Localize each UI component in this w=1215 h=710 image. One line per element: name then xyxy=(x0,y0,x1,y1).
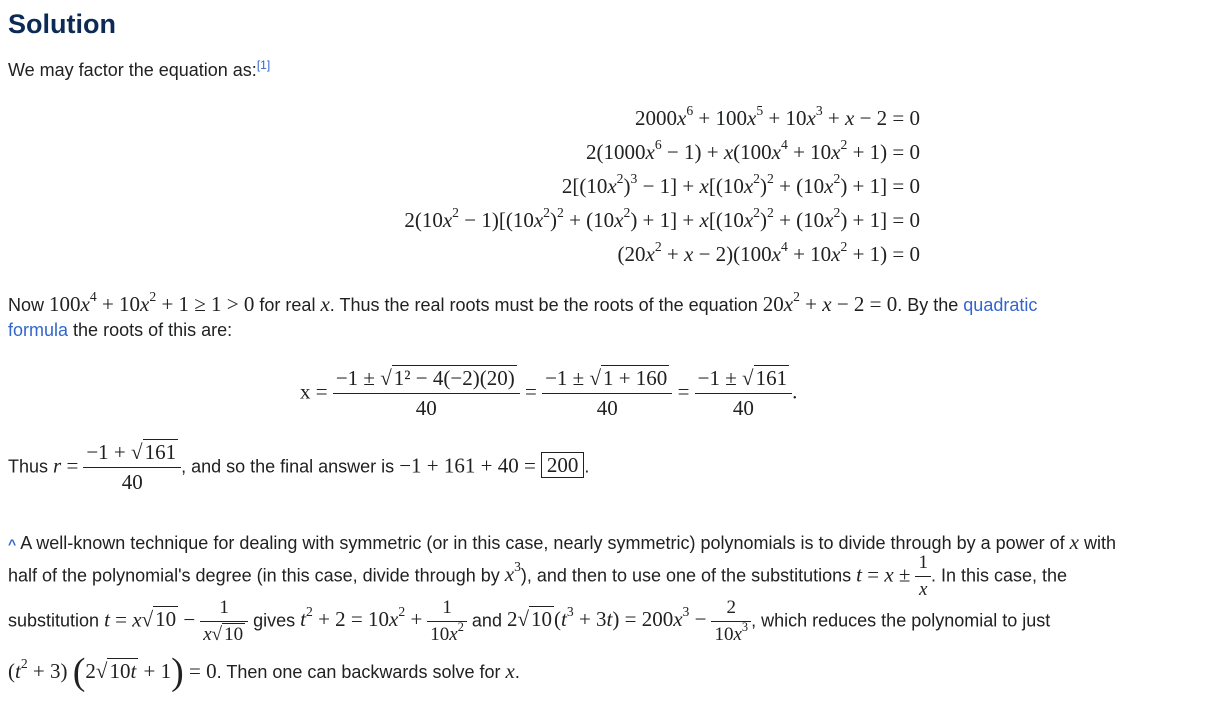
boxed-answer: 200 xyxy=(541,452,585,478)
eq-line-5: $(20x^2 + x - 2)(100x^4 + 10x^2 + 1) = 0$ xyxy=(617,238,920,266)
fraction-sub-3: $\frac{2}{10x^3}$ xyxy=(711,597,751,646)
roots-lhs: x = xyxy=(300,379,328,404)
footnote-line-4: $(t^2 + 3) (2√10t + 1) = 0$. Then one can backwards solve for x. xyxy=(8,651,520,693)
fraction-r: $\frac{-1 + √161}{40}$ xyxy=(83,440,181,495)
text-final-answer: , and so the final answer is xyxy=(181,456,395,477)
footnote-line-3: substitution t = x√10 − $\frac{1}{x√ 10}$ gives $t^2 + 2 = 10x^2$ + $\frac{1}{10x^2}$ and $2√10(t^3 + 3t) = 200x^3$ − $\frac{2}{10x^3}$ , which reduces the polynomial to just xyxy=(8,597,1051,645)
roots-equation: x = $\frac{\text{−1 ± √1² − 4(−2)(20)}}{40}$ = $\frac{-1 \pm √1 + 160}{40}$ = $\frac{-1 \pm √161}{40}$ . xyxy=(300,366,798,420)
paragraph-roots-line2 xyxy=(8,320,232,341)
math-quadratic: $20x^2 + x - 2 = 0$ xyxy=(762,288,898,316)
math-inequality: $100x^4 + 10x^2 + 1 \ge 1 > 0$ xyxy=(49,288,255,316)
intro-text xyxy=(8,57,271,81)
paragraph-answer: Thus r = $\frac{-1 + √161}{40}$ , and so the final answer is −1 + 161 + 40 = 200 . xyxy=(8,440,590,494)
citation-link[interactable]: [1] xyxy=(256,57,271,72)
paragraph-roots xyxy=(8,288,1038,317)
quadratic-formula-link-a[interactable]: quadratic xyxy=(963,295,1038,315)
text-thus: . Thus the real roots must be the roots of the equation xyxy=(329,295,758,315)
math-var-x: x xyxy=(320,292,330,316)
text-by-the: . By the xyxy=(897,295,959,315)
footnote-backlink[interactable]: ^ xyxy=(8,536,17,552)
intro-label: We may factor the equation as: xyxy=(8,60,257,80)
fraction-3: $\frac{-1 \pm √161}{40}$ xyxy=(695,366,792,421)
fraction-one-over-x: $\frac{1}{x}$ xyxy=(915,552,931,601)
section-heading: Solution xyxy=(8,9,116,39)
fraction-sub-1: $\frac{1}{x√ 10}$ xyxy=(200,597,248,646)
text-for-real: for real xyxy=(259,295,316,315)
fraction-1: $\frac{\text{−1 ± √1² − 4(−2)(20)}}{40}$ xyxy=(333,366,520,421)
eq-line-2: $2(1000x^6 - 1) + x(100x^4 + 10x^2 + 1) = 0$ xyxy=(585,136,920,164)
text-now: Now xyxy=(8,295,45,315)
footnote-line-1: ^ A well-known technique for dealing with symmetric (or in this case, nearly symmetric) polynomials is to divide through by a power of x with xyxy=(8,530,1117,554)
eq-line-4: $2(10x^2 - 1)[(10x^2)^2 + (10x^2) + 1] + x[(10x^2)^2 + (10x^2) + 1] = 0$ xyxy=(404,204,920,232)
footnote-line-2: half of the polynomial's degree (in this case, divide through by $x^3$), and then to use one of the substitutions t = x ± $\frac{1}{x}$ . In this case, the xyxy=(8,552,1068,600)
fraction-sub-2: $\frac{1}{10x^2}$ xyxy=(427,597,467,646)
quadratic-formula-link-b[interactable]: formula xyxy=(8,320,69,340)
eq-line-3: $2[(10x^2)^3 - 1] + x[(10x^2)^2 + (10x^2) + 1] = 0$ xyxy=(561,170,920,198)
text-thus-r: Thus xyxy=(8,456,49,477)
text-roots-are: the roots of this are: xyxy=(73,320,233,340)
fraction-2: $\frac{-1 \pm √1 + 160}{40}$ xyxy=(542,366,672,421)
math-sum: −1 + 161 + 40 = xyxy=(399,453,536,478)
eq-line-1: $2000x^6 + 100x^5 + 10x^3 + x - 2 = 0$ xyxy=(634,102,920,130)
